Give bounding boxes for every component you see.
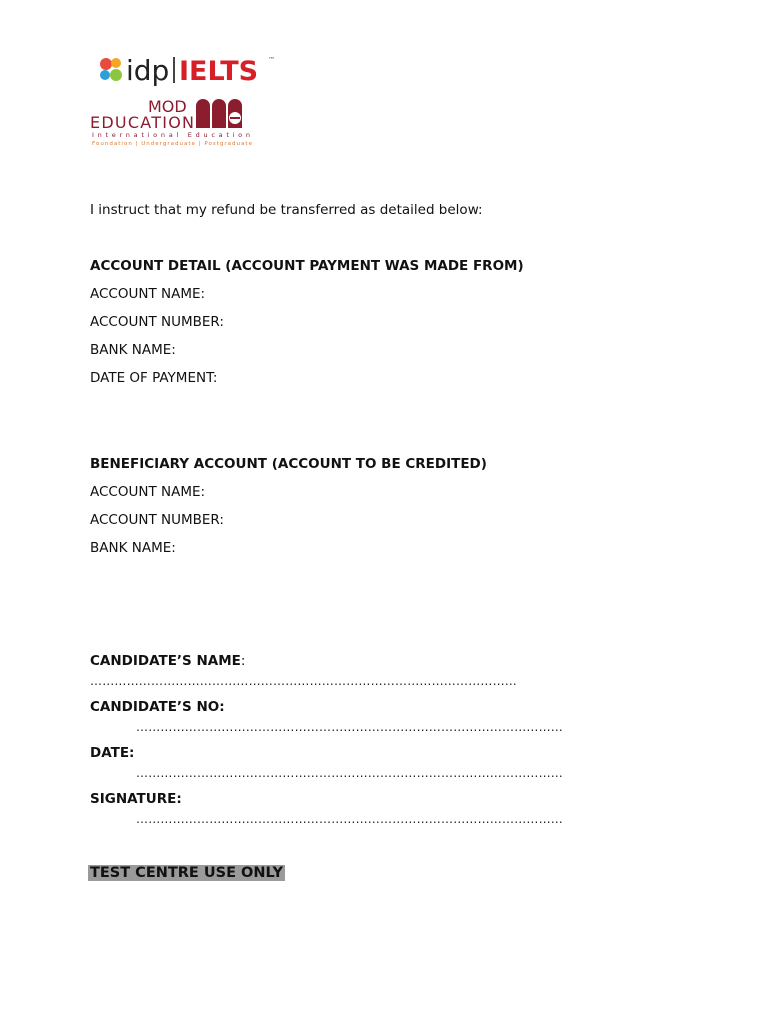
- mod-levels: Foundation | Undergraduate | Postgraduate: [92, 141, 253, 147]
- idp-pinwheel-icon: [100, 58, 122, 81]
- signature-label: SIGNATURE:: [90, 791, 182, 807]
- candidate-name-label: CANDIDATE’S NAME: [90, 653, 241, 669]
- candidate-no-dots[interactable]: ……………………………………………………………………………………………: [136, 720, 563, 734]
- mod-subtitle: International Education: [92, 131, 250, 139]
- mod-wordmark: MOD: [148, 97, 187, 116]
- date-dots[interactable]: ……………………………………………………………………………………………: [136, 766, 563, 780]
- candidate-no-label: CANDIDATE’S NO:: [90, 699, 225, 715]
- beneficiary-bank-name-label: BANK NAME:: [90, 540, 176, 556]
- ielts-tm: ™: [268, 56, 275, 64]
- account-number-label: ACCOUNT NUMBER:: [90, 314, 224, 330]
- signature-dots[interactable]: ……………………………………………………………………………………………: [136, 812, 563, 826]
- candidate-name-row: [90, 653, 245, 669]
- test-centre-highlight: TEST CENTRE USE ONLY: [90, 865, 283, 881]
- intro-text: I instruct that my refund be transferred as detailed below:: [90, 202, 483, 218]
- account-detail-heading: ACCOUNT DETAIL (ACCOUNT PAYMENT WAS MADE FROM): [90, 258, 524, 274]
- education-wordmark: EDUCATION: [90, 113, 194, 132]
- test-centre-heading: [88, 865, 285, 881]
- bank-name-label: BANK NAME:: [90, 342, 176, 358]
- account-name-label: ACCOUNT NAME:: [90, 286, 206, 302]
- candidate-name-dots[interactable]: ……………………………………………………………………………………………: [90, 674, 517, 688]
- logos-graphic: [90, 48, 290, 152]
- date-of-payment-label: DATE OF PAYMENT:: [90, 370, 218, 386]
- logo-divider: [173, 57, 175, 83]
- beneficiary-account-number-label: ACCOUNT NUMBER:: [90, 512, 224, 528]
- header-logos: [90, 48, 290, 152]
- idp-wordmark: idp: [126, 54, 170, 87]
- mod-arch-emblem: [196, 99, 242, 128]
- ielts-wordmark: IELTS: [179, 56, 259, 87]
- date-label: DATE:: [90, 745, 135, 761]
- beneficiary-heading: BENEFICIARY ACCOUNT (ACCOUNT TO BE CREDITED): [90, 456, 487, 472]
- beneficiary-account-name-label: ACCOUNT NAME:: [90, 484, 206, 500]
- candidate-name-colon: :: [240, 653, 246, 669]
